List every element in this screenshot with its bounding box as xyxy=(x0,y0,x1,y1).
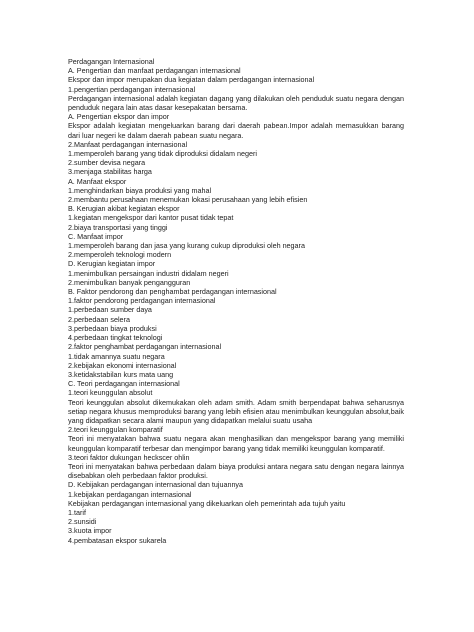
text-line: 2.menimbulkan banyak pengangguran xyxy=(68,277,191,287)
text-line: 4.pembatasan ekspor sukarela xyxy=(68,535,167,545)
text-line: D. Kerugian kegiatan impor xyxy=(68,259,156,269)
text-line: 1.pengertian perdagangan internasional xyxy=(68,84,196,94)
text-line: 1.kegiatan mengekspor dari kantor pusat tidak tepat xyxy=(68,213,234,223)
paragraph: Teori keunggulan absolut dikemukakan oleh adam smith. Adam smith berpendapat bahwa seharusnya setiap negara khusus memproduksi barang yang lebih efisien atau menimbulkan keunggulan absolut,baik yang didapatkan secara alami maupun yang didapatkan melalui suatu usaha xyxy=(68,397,404,425)
paragraph: Teori ini menyatakan bahwa suatu negara akan menghasilkan dan mengekspor barang yang memiliki keunggulan komparatif terbesar dan mengimpor barang yang tidak memiliki keunggulan komparatif. xyxy=(68,434,404,453)
text-line: 1.memperoleh barang dan jasa yang kurang cukup diproduksi oleh negara xyxy=(68,241,305,251)
text-line: 1.tidak amannya suatu negara xyxy=(68,351,165,361)
text-line: C. Manfaat impor xyxy=(68,231,124,241)
text-line: 1.menghindarkan biaya produksi yang mahal xyxy=(68,185,212,195)
text-line: A. Manfaat ekspor xyxy=(68,176,127,186)
text-line: 3.teori faktor dukungan heckscer ohlin xyxy=(68,452,190,462)
text-line: 2.memperoleh teknologi modern xyxy=(68,250,172,260)
text-line: C. Teori perdagangan internasional xyxy=(68,379,180,389)
text-line: 1.tarif xyxy=(68,507,86,517)
text-line: 3.ketidakstabilan kurs mata uang xyxy=(68,369,174,379)
paragraph: Perdagangan internasional adalah kegiatan dagang yang dilakukan oleh penduduk suatu negara dengan penduduk negara lain atas dasar kesepakatan bersama. xyxy=(68,93,404,113)
text-line: 1.perbedaan sumber daya xyxy=(68,305,152,315)
text-line: 2.teori keunggulan komparatif xyxy=(68,425,163,435)
text-line: 1.faktor pendorong perdagangan internasional xyxy=(68,296,216,306)
text-line: 4.perbedaan tingkat teknologi xyxy=(68,333,163,343)
text-line: 1.memperoleh barang yang tidak diproduksi didalam negeri xyxy=(68,149,257,159)
text-line: A. Pengertian ekspor dan impor xyxy=(68,112,170,122)
paragraph: Teori ini menyatakan bahwa perbedaan dalam biaya produksi antara negara satu dengan negara lainnya disebabkan oleh perbedaan faktor produksi. xyxy=(68,461,404,481)
text-line: Ekspor dan impor merupakan dua kegiatan dalam perdagangan internasional xyxy=(68,75,315,85)
text-line: Perdagangan Internasional xyxy=(68,57,155,66)
document-body xyxy=(68,57,404,545)
text-line: B. Faktor pendorong dan penghambat perdagangan internasional xyxy=(68,287,277,297)
text-line: B. Kerugian akibat kegiatan ekspor xyxy=(68,204,180,214)
text-line: 1.menimbulkan persaingan industri didalam negeri xyxy=(68,268,229,278)
text-line: A. Pengertian dan manfaat perdagangan internasional xyxy=(68,66,241,76)
text-line: D. Kebijakan perdagangan internasional dan tujuannya xyxy=(68,480,244,490)
text-line: 2.sumber devisa negara xyxy=(68,158,146,168)
text-line: 1.kebijakan perdagangan internasional xyxy=(68,489,192,499)
text-line: 3.perbedaan biaya produksi xyxy=(68,323,157,333)
text-line: 2.sunsidi xyxy=(68,517,97,527)
text-line: 3.menjaga stabilitas harga xyxy=(68,167,152,177)
text-line: 3.kuota impor xyxy=(68,526,112,536)
text-line: 2.kebijakan ekonomi internasional xyxy=(68,360,177,370)
text-line: 2.biaya transportasi yang tinggi xyxy=(68,222,168,232)
text-line: 2.membantu perusahaan menemukan lokasi perusahaan yang lebih efisien xyxy=(68,195,308,205)
text-line: 2.Manfaat perdagangan internasional xyxy=(68,139,188,149)
paragraph: Ekspor adalah kegiatan mengeluarkan barang dari daerah pabean.Impor adalah memasukkan barang dari luar negeri ke dalam daerah pabean suatu negara. xyxy=(68,121,404,140)
text-line: 2.perbedaan selera xyxy=(68,314,130,324)
text-line: 1.teori keunggulan absolut xyxy=(68,388,153,398)
text-line: 2.faktor penghambat perdagangan internasional xyxy=(68,342,222,352)
text-line: Kebijakan perdagangan internasional yang dikeluarkan oleh pemerintah ada tujuh yaitu xyxy=(68,498,346,508)
